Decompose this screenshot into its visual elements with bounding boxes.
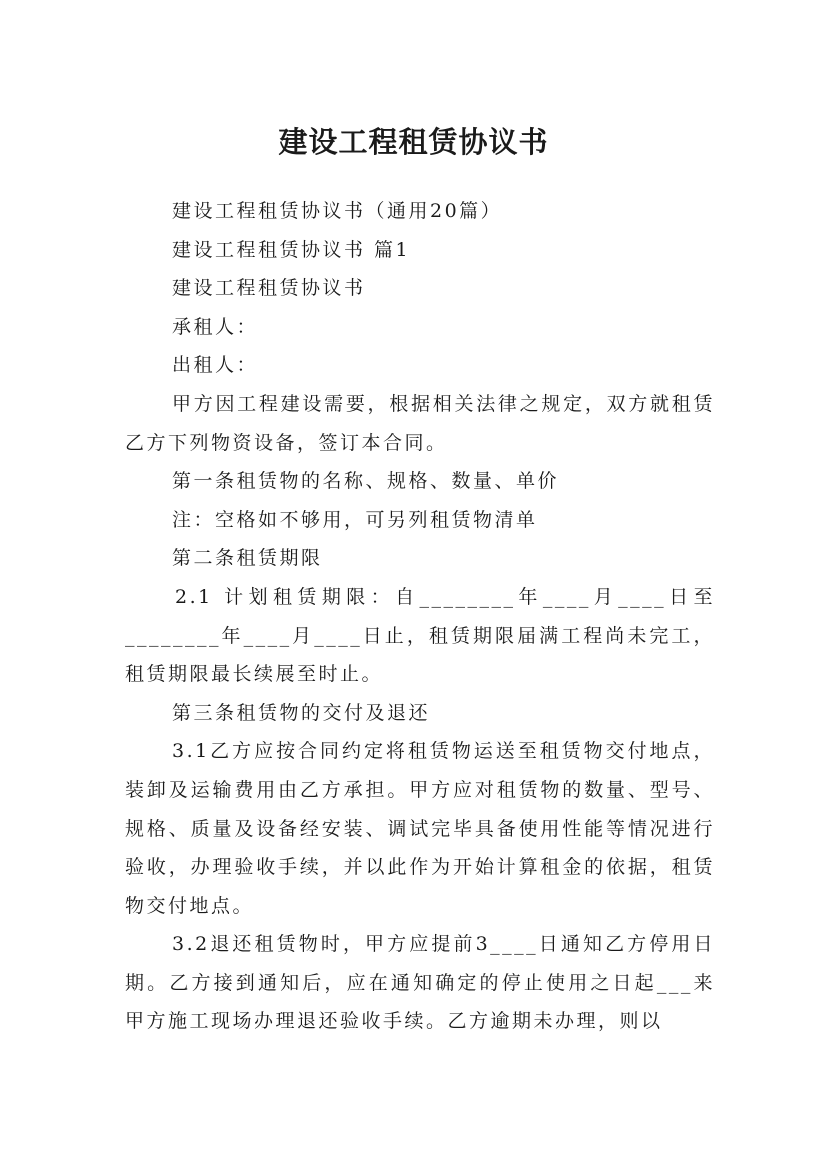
paragraph-series-title: 建设工程租赁协议书（通用20篇） xyxy=(172,200,503,222)
paragraph-article-1-heading: 第一条租赁物的名称、规格、数量、单价 xyxy=(172,470,560,493)
paragraph-agreement-title: 建设工程租赁协议书 xyxy=(172,277,366,300)
paragraph-article-2-heading: 第二条租赁期限 xyxy=(172,547,323,570)
document-body xyxy=(125,192,715,1041)
paragraph-article-3-heading: 第三条租赁物的交付及退还 xyxy=(172,701,431,724)
paragraph-preamble: 甲方因工程建设需要，根据相关法律之规定，双方就租赁乙方下列物资设备，签订本合同。 xyxy=(125,392,715,454)
document-title: 建设工程租赁协议书 xyxy=(278,125,549,160)
paragraph-lessee: 承租人： xyxy=(172,315,259,338)
paragraph-part-heading: 建设工程租赁协议书 篇1 xyxy=(172,238,411,261)
paragraph-clause-2-1: 2.1 计划租赁期限：自________年____月____日至________年____月____日止，租赁期限届满工程尚未完工，租赁期限最长续展至时止。 xyxy=(125,585,715,686)
paragraph-clause-3-2: 3.2退还租赁物时，甲方应提前3____日通知乙方停用日期。乙方接到通知后，应在通知确定的停止使用之日起___来甲方施工现场办理退还验收手续。乙方逾期未办理，则以 xyxy=(125,933,715,1033)
paragraph-clause-3-1: 3.1乙方应按合同约定将租赁物运送至租赁物交付地点，装卸及运输费用由乙方承担。甲方应对租赁物的数量、型号、规格、质量及设备经安装、调试完毕具备使用性能等情况进行验收，办理验收手续，并以此作为开始计算租金的依据，租赁物交付地点。 xyxy=(125,740,715,917)
paragraph-lessor: 出租人： xyxy=(172,354,259,377)
paragraph-note: 注：空格如不够用，可另列租赁物清单 xyxy=(172,508,538,531)
